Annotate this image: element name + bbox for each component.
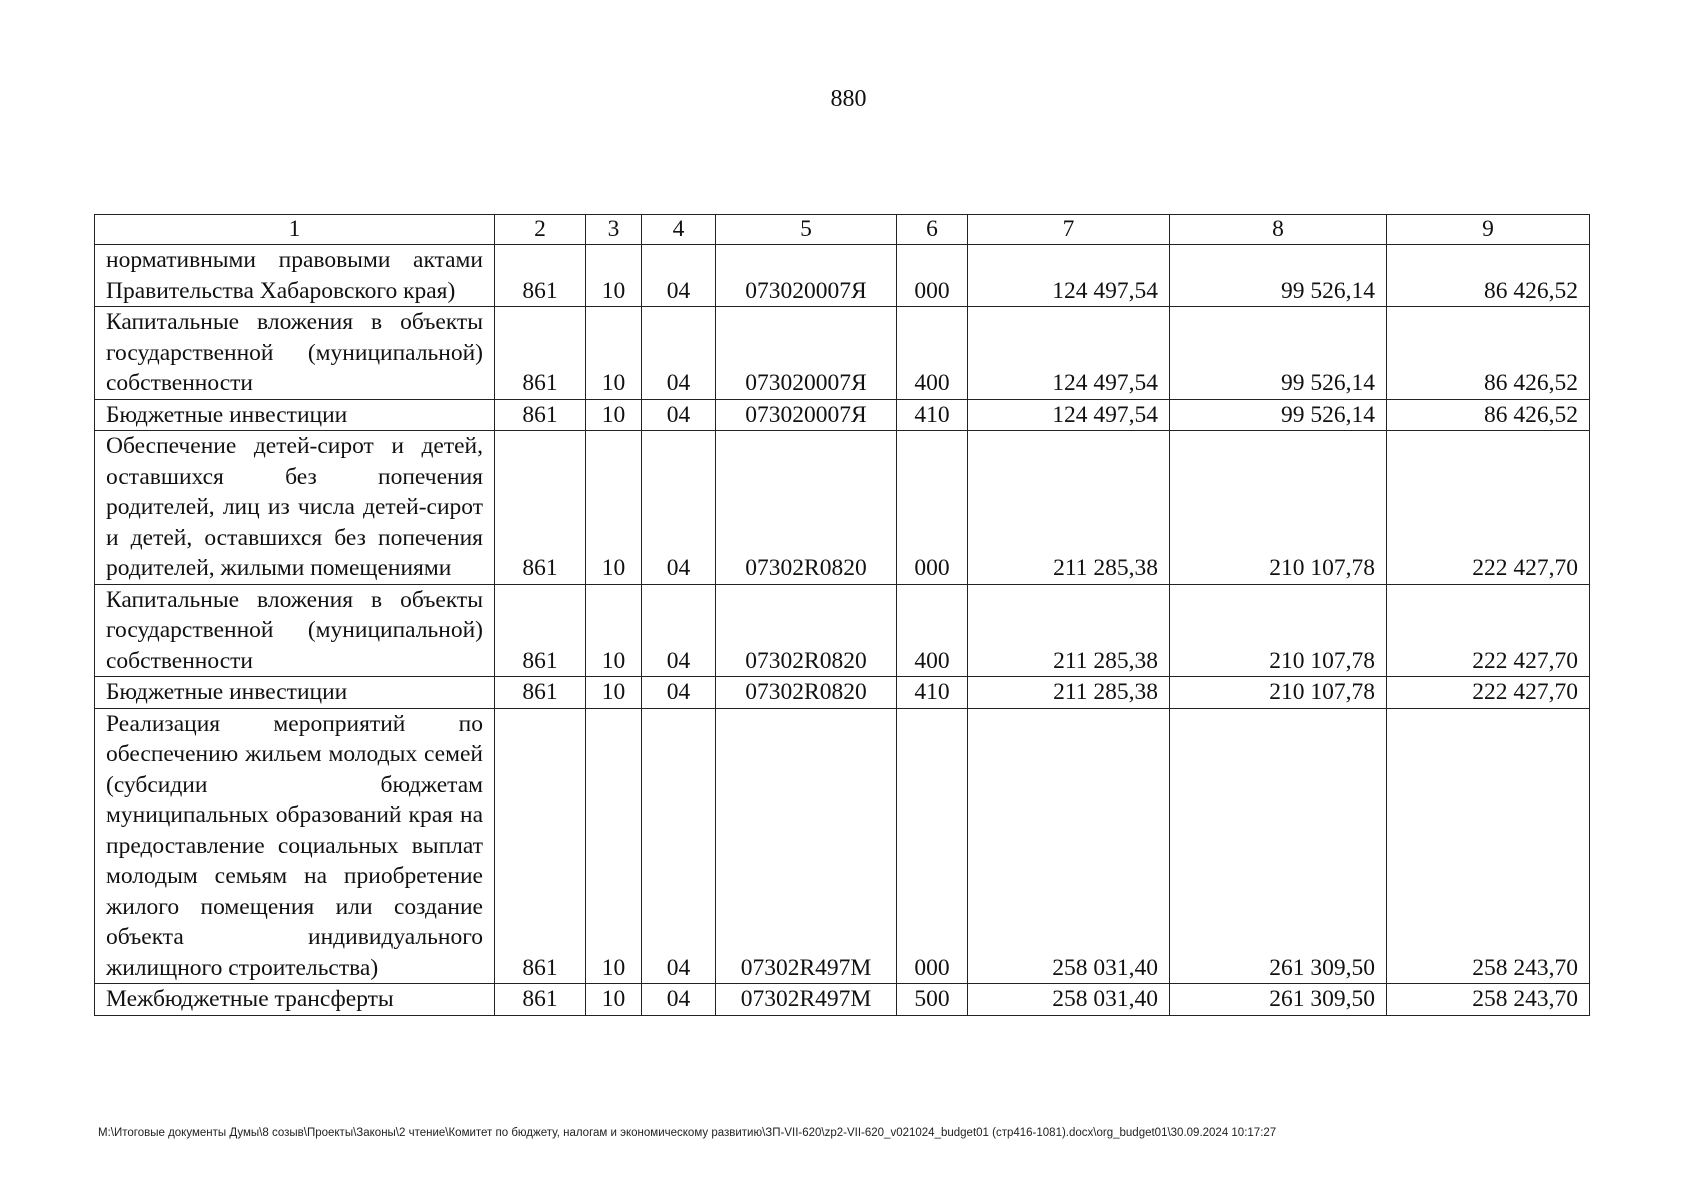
column-number: 2 [495,215,586,245]
cell-subsection: 04 [642,708,716,984]
cell-subsection: 04 [642,431,716,585]
cell-section: 10 [586,431,642,585]
cell-amount-col9: 86 426,52 [1387,399,1590,431]
cell-target-article: 07302R0820 [716,677,897,709]
budget-table [94,214,1590,1016]
table-row [95,708,1590,984]
cell-amount-col7: 258 031,40 [968,708,1170,984]
row-description: Бюджетные инвестиции [95,399,495,431]
cell-expense-type: 000 [897,708,968,984]
cell-target-article: 073020007Я [716,399,897,431]
cell-expense-type: 000 [897,245,968,307]
row-description: Межбюджетные трансферты [95,984,495,1016]
table-row [95,584,1590,677]
row-description: Капитальные вложения в объекты государственной (муниципальной) собственности [95,584,495,677]
cell-amount-col9: 258 243,70 [1387,984,1590,1016]
cell-section: 10 [586,307,642,400]
cell-amount-col7: 124 497,54 [968,399,1170,431]
cell-amount-col8: 99 526,14 [1170,245,1387,307]
table-row [95,431,1590,585]
cell-admin-code: 861 [495,584,586,677]
cell-amount-col8: 99 526,14 [1170,307,1387,400]
cell-subsection: 04 [642,307,716,400]
cell-admin-code: 861 [495,245,586,307]
column-number: 3 [586,215,642,245]
table-body [95,215,1590,1016]
column-number: 8 [1170,215,1387,245]
row-description: Реализация мероприятий по обеспечению жильем молодых семей (субсидии бюджетам муниципальных образований края на предоставление социальных выплат молодым семьям на приобретение жилого помещения или создание объекта индивидуального жилищного строительства) [95,708,495,984]
table-row [95,677,1590,709]
cell-admin-code: 861 [495,984,586,1016]
cell-admin-code: 861 [495,677,586,709]
cell-subsection: 04 [642,984,716,1016]
cell-amount-col8: 210 107,78 [1170,431,1387,585]
cell-amount-col7: 124 497,54 [968,245,1170,307]
cell-amount-col8: 99 526,14 [1170,399,1387,431]
cell-subsection: 04 [642,245,716,307]
cell-amount-col8: 261 309,50 [1170,708,1387,984]
row-description: Обеспечение детей-сирот и детей, оставшихся без попечения родителей, лиц из числа детей-сирот и детей, оставшихся без попечения родителей, жилыми помещениями [95,431,495,585]
cell-expense-type: 410 [897,677,968,709]
cell-section: 10 [586,708,642,984]
cell-amount-col9: 222 427,70 [1387,584,1590,677]
cell-amount-col7: 211 285,38 [968,431,1170,585]
cell-target-article: 073020007Я [716,245,897,307]
table-row [95,984,1590,1016]
cell-admin-code: 861 [495,399,586,431]
column-number: 4 [642,215,716,245]
cell-section: 10 [586,399,642,431]
cell-target-article: 07302R0820 [716,431,897,585]
cell-admin-code: 861 [495,431,586,585]
column-number: 6 [897,215,968,245]
cell-amount-col8: 261 309,50 [1170,984,1387,1016]
cell-expense-type: 400 [897,584,968,677]
page-number: 880 [830,86,867,112]
cell-subsection: 04 [642,677,716,709]
cell-amount-col9: 222 427,70 [1387,431,1590,585]
cell-target-article: 07302R0820 [716,584,897,677]
cell-subsection: 04 [642,399,716,431]
document-path-footer: M:\Итоговые документы Думы\8 созыв\Проекты\Законы\2 чтение\Комитет по бюджету, налогам и экономическому развитию\ЗП-VII-620\zp2-VII-620_v021024_budget01 (стр416-1081).docx\org_budget01\30.09.2024 10:17:27 [98,1127,1277,1139]
cell-section: 10 [586,677,642,709]
cell-amount-col9: 258 243,70 [1387,708,1590,984]
cell-admin-code: 861 [495,307,586,400]
cell-amount-col9: 222 427,70 [1387,677,1590,709]
row-description: Капитальные вложения в объекты государственной (муниципальной) собственности [95,307,495,400]
cell-amount-col7: 124 497,54 [968,307,1170,400]
cell-expense-type: 500 [897,984,968,1016]
cell-amount-col7: 211 285,38 [968,677,1170,709]
cell-expense-type: 000 [897,431,968,585]
row-description: Бюджетные инвестиции [95,677,495,709]
table-row [95,245,1590,307]
cell-section: 10 [586,584,642,677]
row-description: нормативными правовыми актами Правительства Хабаровского края) [95,245,495,307]
column-number: 5 [716,215,897,245]
cell-section: 10 [586,984,642,1016]
cell-admin-code: 861 [495,708,586,984]
cell-expense-type: 410 [897,399,968,431]
column-number-row [95,215,1590,245]
table-row [95,307,1590,400]
cell-amount-col8: 210 107,78 [1170,584,1387,677]
cell-amount-col8: 210 107,78 [1170,677,1387,709]
column-number: 7 [968,215,1170,245]
cell-subsection: 04 [642,584,716,677]
cell-section: 10 [586,245,642,307]
cell-amount-col7: 258 031,40 [968,984,1170,1016]
cell-amount-col9: 86 426,52 [1387,307,1590,400]
cell-amount-col9: 86 426,52 [1387,245,1590,307]
cell-target-article: 073020007Я [716,307,897,400]
column-number: 1 [95,215,495,245]
cell-target-article: 07302R497M [716,708,897,984]
column-number: 9 [1387,215,1590,245]
cell-target-article: 07302R497M [716,984,897,1016]
cell-expense-type: 400 [897,307,968,400]
cell-amount-col7: 211 285,38 [968,584,1170,677]
table-row [95,399,1590,431]
